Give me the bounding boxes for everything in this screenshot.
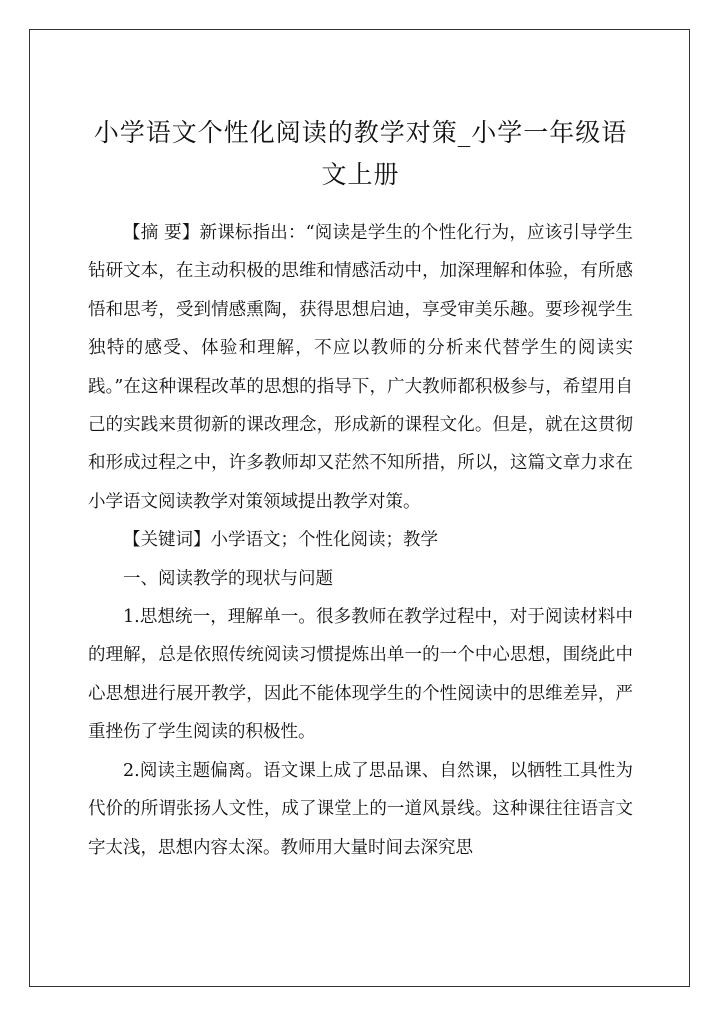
point-1-paragraph: 1.思想统一，理解单一。很多教师在教学过程中，对于阅读材料中的理解，总是依照传统阅读习惯提炼出单一的一个中心思想，围绕此中心思想进行展开教学，因此不能体现学生的个性阅读中的思维差异，严重挫伤了学生阅读的积极性。 <box>88 607 633 743</box>
abstract-paragraph <box>88 214 633 521</box>
document-body <box>88 112 633 867</box>
keywords-label: 【关键词】 <box>123 530 211 551</box>
keywords-text: 小学语文；个性化阅读；教学 <box>210 530 438 551</box>
keywords-paragraph <box>88 521 633 559</box>
abstract-label: 【摘 要】 <box>123 223 200 243</box>
document-title: 小学语文个性化阅读的教学对策_小学一年级语文上册 <box>93 118 628 189</box>
abstract-text: 新课标指出：“阅读是学生的个性化行为，应该引导学生钻研文本，在主动积极的思维和情感活动中，加深理解和体验，有所感悟和思考，受到情感熏陶，获得思想启迪，享受审美乐趣。要珍视学生独特的感受、体验和理解，不应以教师的分析来代替学生的阅读实践。”在这种课程改革的思想的指导下，广大教师都积极参与，希望用自己的实践来贯彻新的课改理念，形成新的课程文化。但是，就在这贯彻和形成过程之中，许多教师却又茫然不知所措，所以，这篇文章力求在小学语文阅读教学对策领域提出教学对策。 <box>88 223 633 512</box>
section-heading: 一、阅读教学的现状与问题 <box>123 568 333 589</box>
point-2-paragraph: 2.阅读主题偏离。语文课上成了思品课、自然课，以牺牲工具性为代价的所谓张扬人文性，成了课堂上的一道风景线。这种课往往语言文字太浅，思想内容太深。教师用大量时间去深究思 <box>88 760 633 858</box>
